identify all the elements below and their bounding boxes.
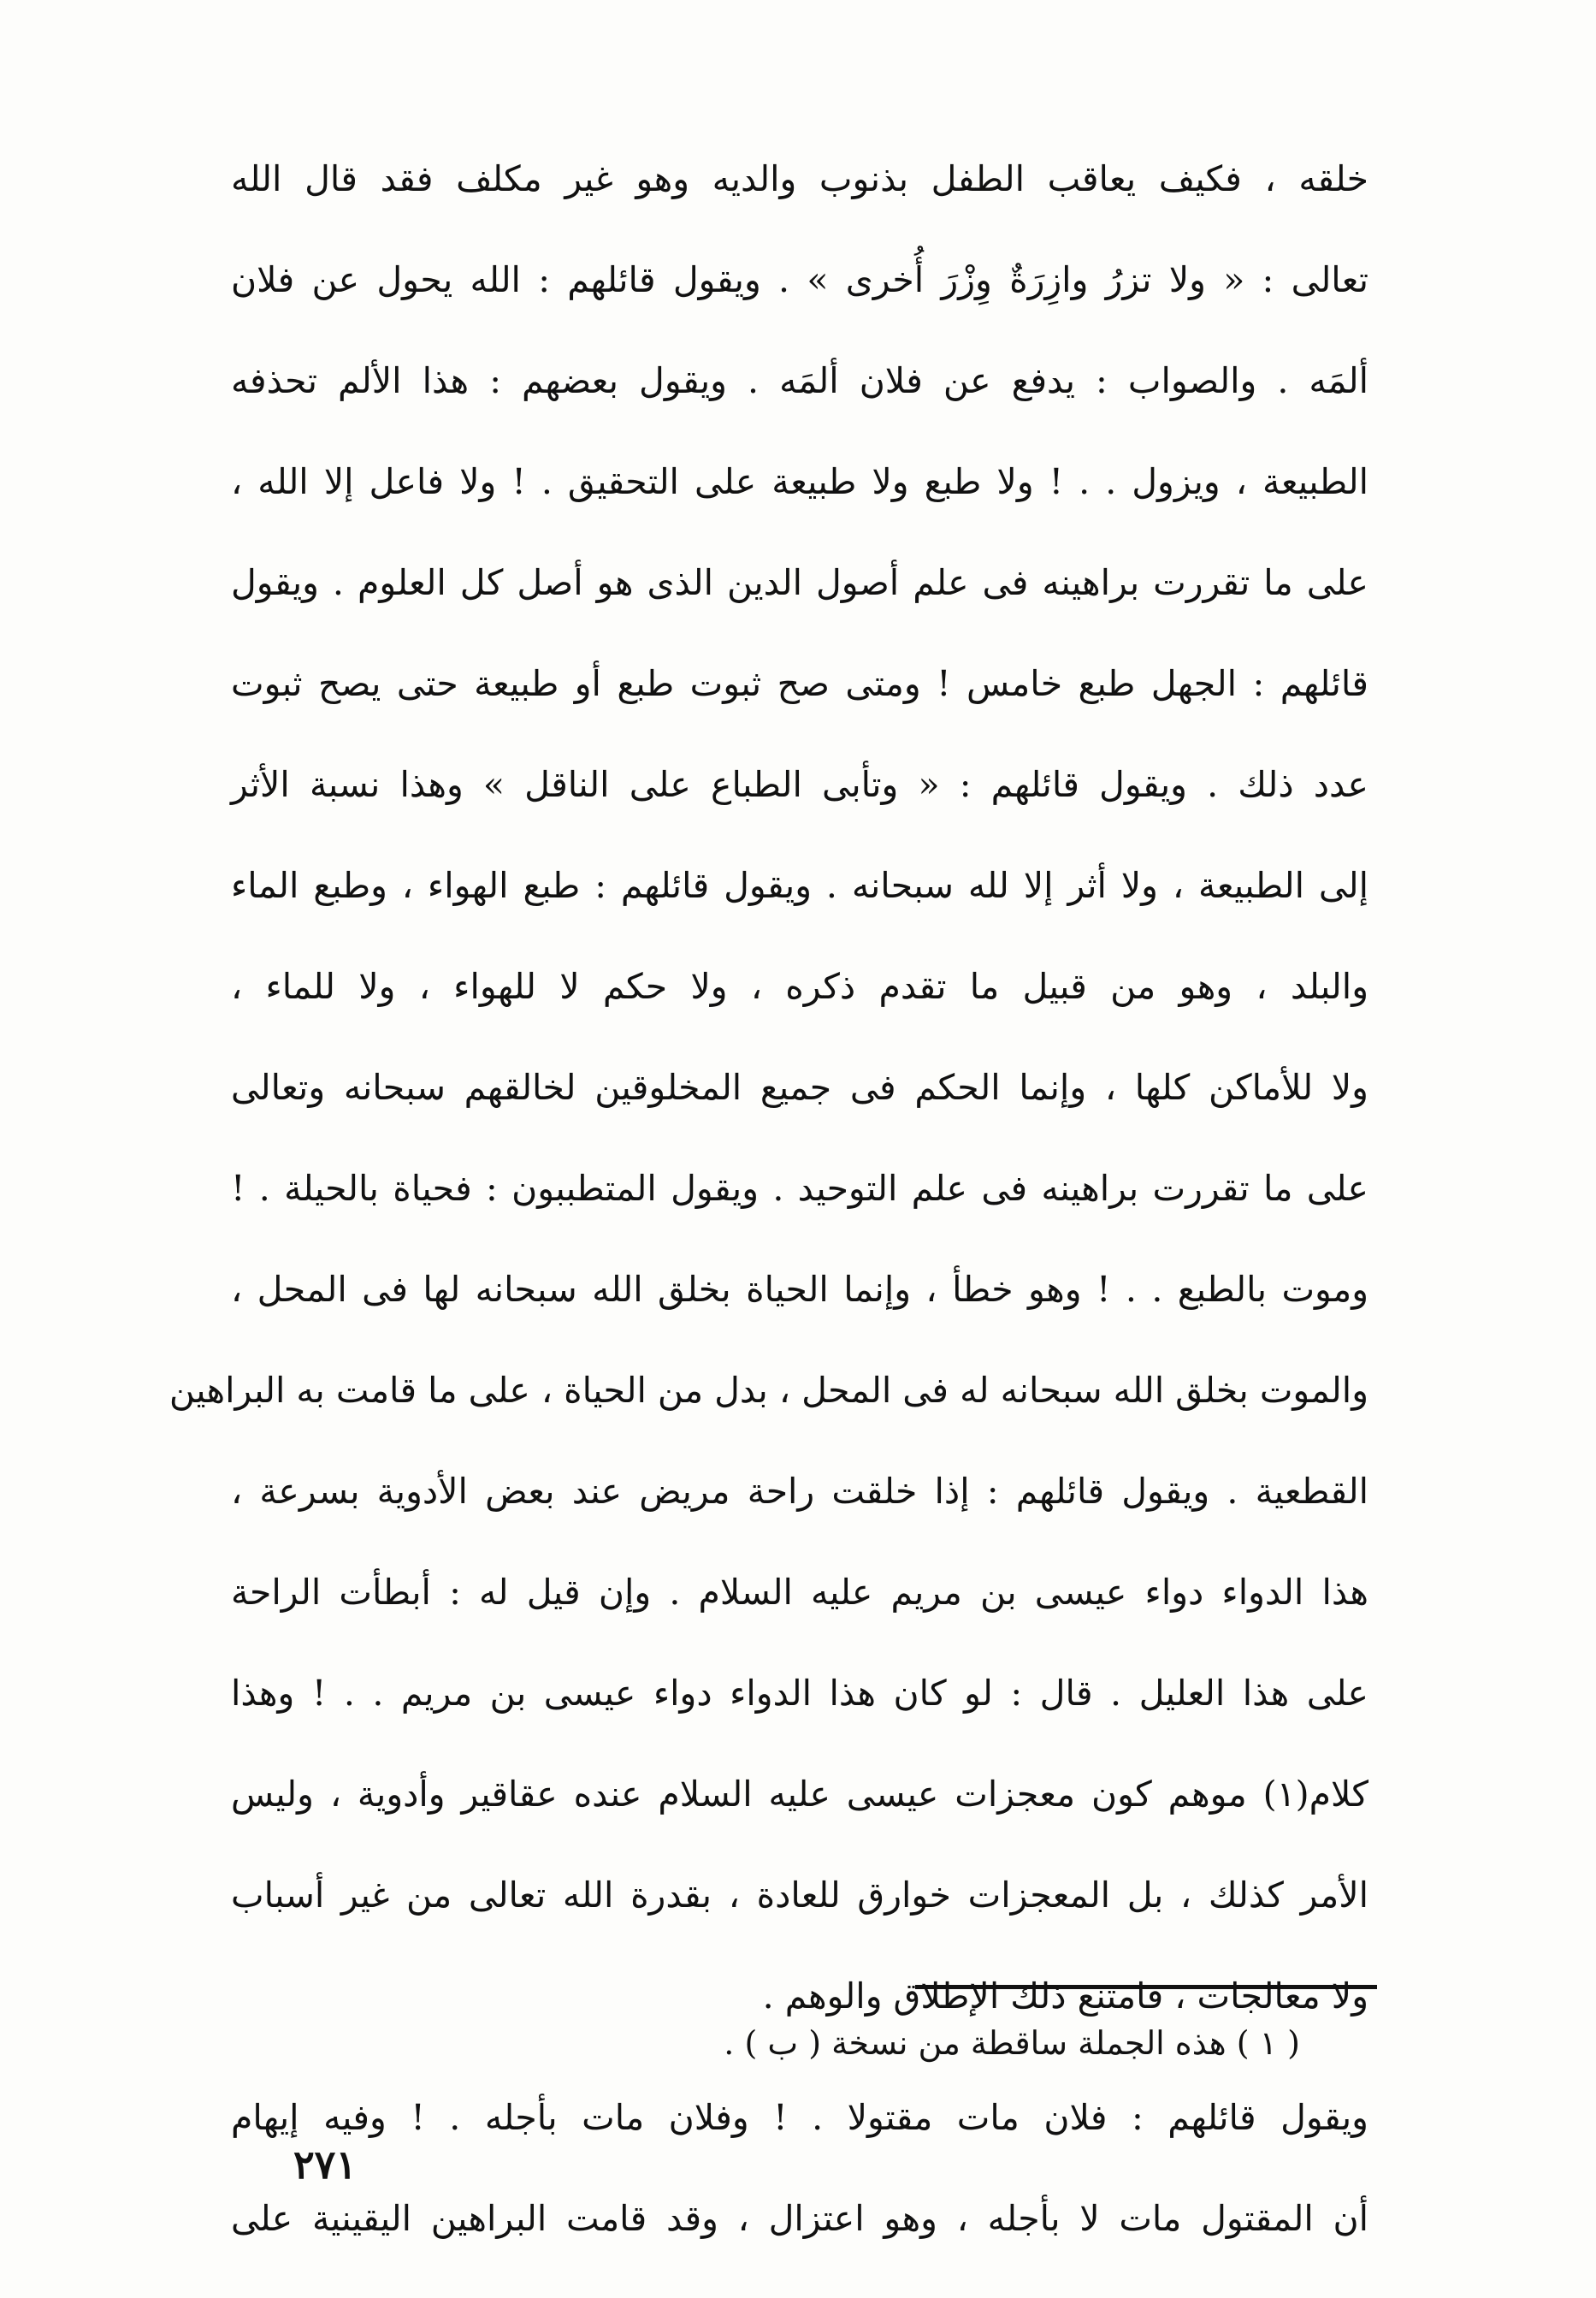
text-line: الأمر كذلك ، بل المعجزات خوارق للعادة ، بقدرة الله تعالى من غير أسباب [231, 1875, 1368, 1916]
text-line: على ما تقررت براهينه فى علم التوحيد . ويقول المتطببون : فحياة بالحيلة . ! [231, 1168, 1368, 1209]
text-line: كلام(١) موهم كون معجزات عيسى عليه السلام عنده عقاقير وأدوية ، وليس [231, 1774, 1368, 1815]
text-line: القطعية . ويقول قائلهم : إذا خلقت راحة مريض عند بعض الأدوية بسرعة ، [231, 1471, 1368, 1512]
text-line: خلقه ، فكيف يعاقب الطفل بذنوب والديه وهو غير مكلف فقد قال الله [231, 158, 1368, 199]
text-line: الطبيعة ، ويزول . . ! ولا طبع ولا طبيعة على التحقيق . ! ولا فاعل إلا الله ، [231, 461, 1368, 502]
text-line: إلى الطبيعة ، ولا أثر إلا لله سبحانه . ويقول قائلهم : طبع الهواء ، وطبع الماء [231, 865, 1368, 906]
text-line: هذا الدواء دواء عيسى بن مريم عليه السلام . وإن قيل له : أبطأت الراحة [231, 1572, 1368, 1613]
text-line: تعالى : « ولا تزرُ وازِرَةٌ وِزْرَ أُخرى » . ويقول قائلهم : الله يحول عن فلان [231, 259, 1368, 300]
text-line: وموت بالطبع . . ! وهو خطأ ، وإنما الحياة بخلق الله سبحانه لها فى المحل ، [231, 1269, 1368, 1310]
text-line: عدد ذلك . ويقول قائلهم : « وتأبى الطباع على الناقل » وهذا نسبة الأثر [231, 764, 1368, 805]
text-line: على هذا العليل . قال : لو كان هذا الدواء دواء عيسى بن مريم . . ! وهذا [231, 1673, 1368, 1714]
text-line: قائلهم : الجهل طبع خامس ! ومتى صح ثبوت طبع أو طبيعة حتى يصح ثبوت [231, 663, 1368, 704]
main-text [168, 128, 1368, 2269]
text-line: ألمَه . والصواب : يدفع عن فلان ألمَه . ويقول بعضهم : هذا الألم تحذفه [231, 360, 1368, 401]
page-number: ٢٧١ [293, 2141, 358, 2188]
text-line: ويقول قائلهم : فلان مات مقتولا . ! وفلان مات بأجله . ! وفيه إيهام [231, 2097, 1368, 2138]
text-line: أن المقتول مات لا بأجله ، وهو اعتزال ، وقد قامت البراهين اليقينية على [231, 2198, 1368, 2239]
text-line: والبلد ، وهو من قبيل ما تقدم ذكره ، ولا حكم لا للهواء ، ولا للماء ، [231, 966, 1368, 1007]
text-line: على ما تقررت براهينه فى علم أصول الدين الذى هو أصل كل العلوم . ويقول [231, 562, 1368, 603]
text-line: والموت بخلق الله سبحانه له فى المحل ، بدل من الحياة ، على ما قامت به البراهين [168, 1370, 1368, 1411]
text-line: ولا للأماكن كلها ، وإنما الحكم فى جميع المخلوقين لخالقهم سبحانه وتعالى [231, 1067, 1368, 1108]
footnote-separator [915, 1985, 1377, 1989]
text-line: ولا معالجات ، فامتنع ذلك الإطلاق والوهم . [762, 1975, 1368, 2017]
footnote: ( ١ ) هذه الجملة ساقطة من نسخة ( ب ) . [724, 2024, 1300, 2062]
